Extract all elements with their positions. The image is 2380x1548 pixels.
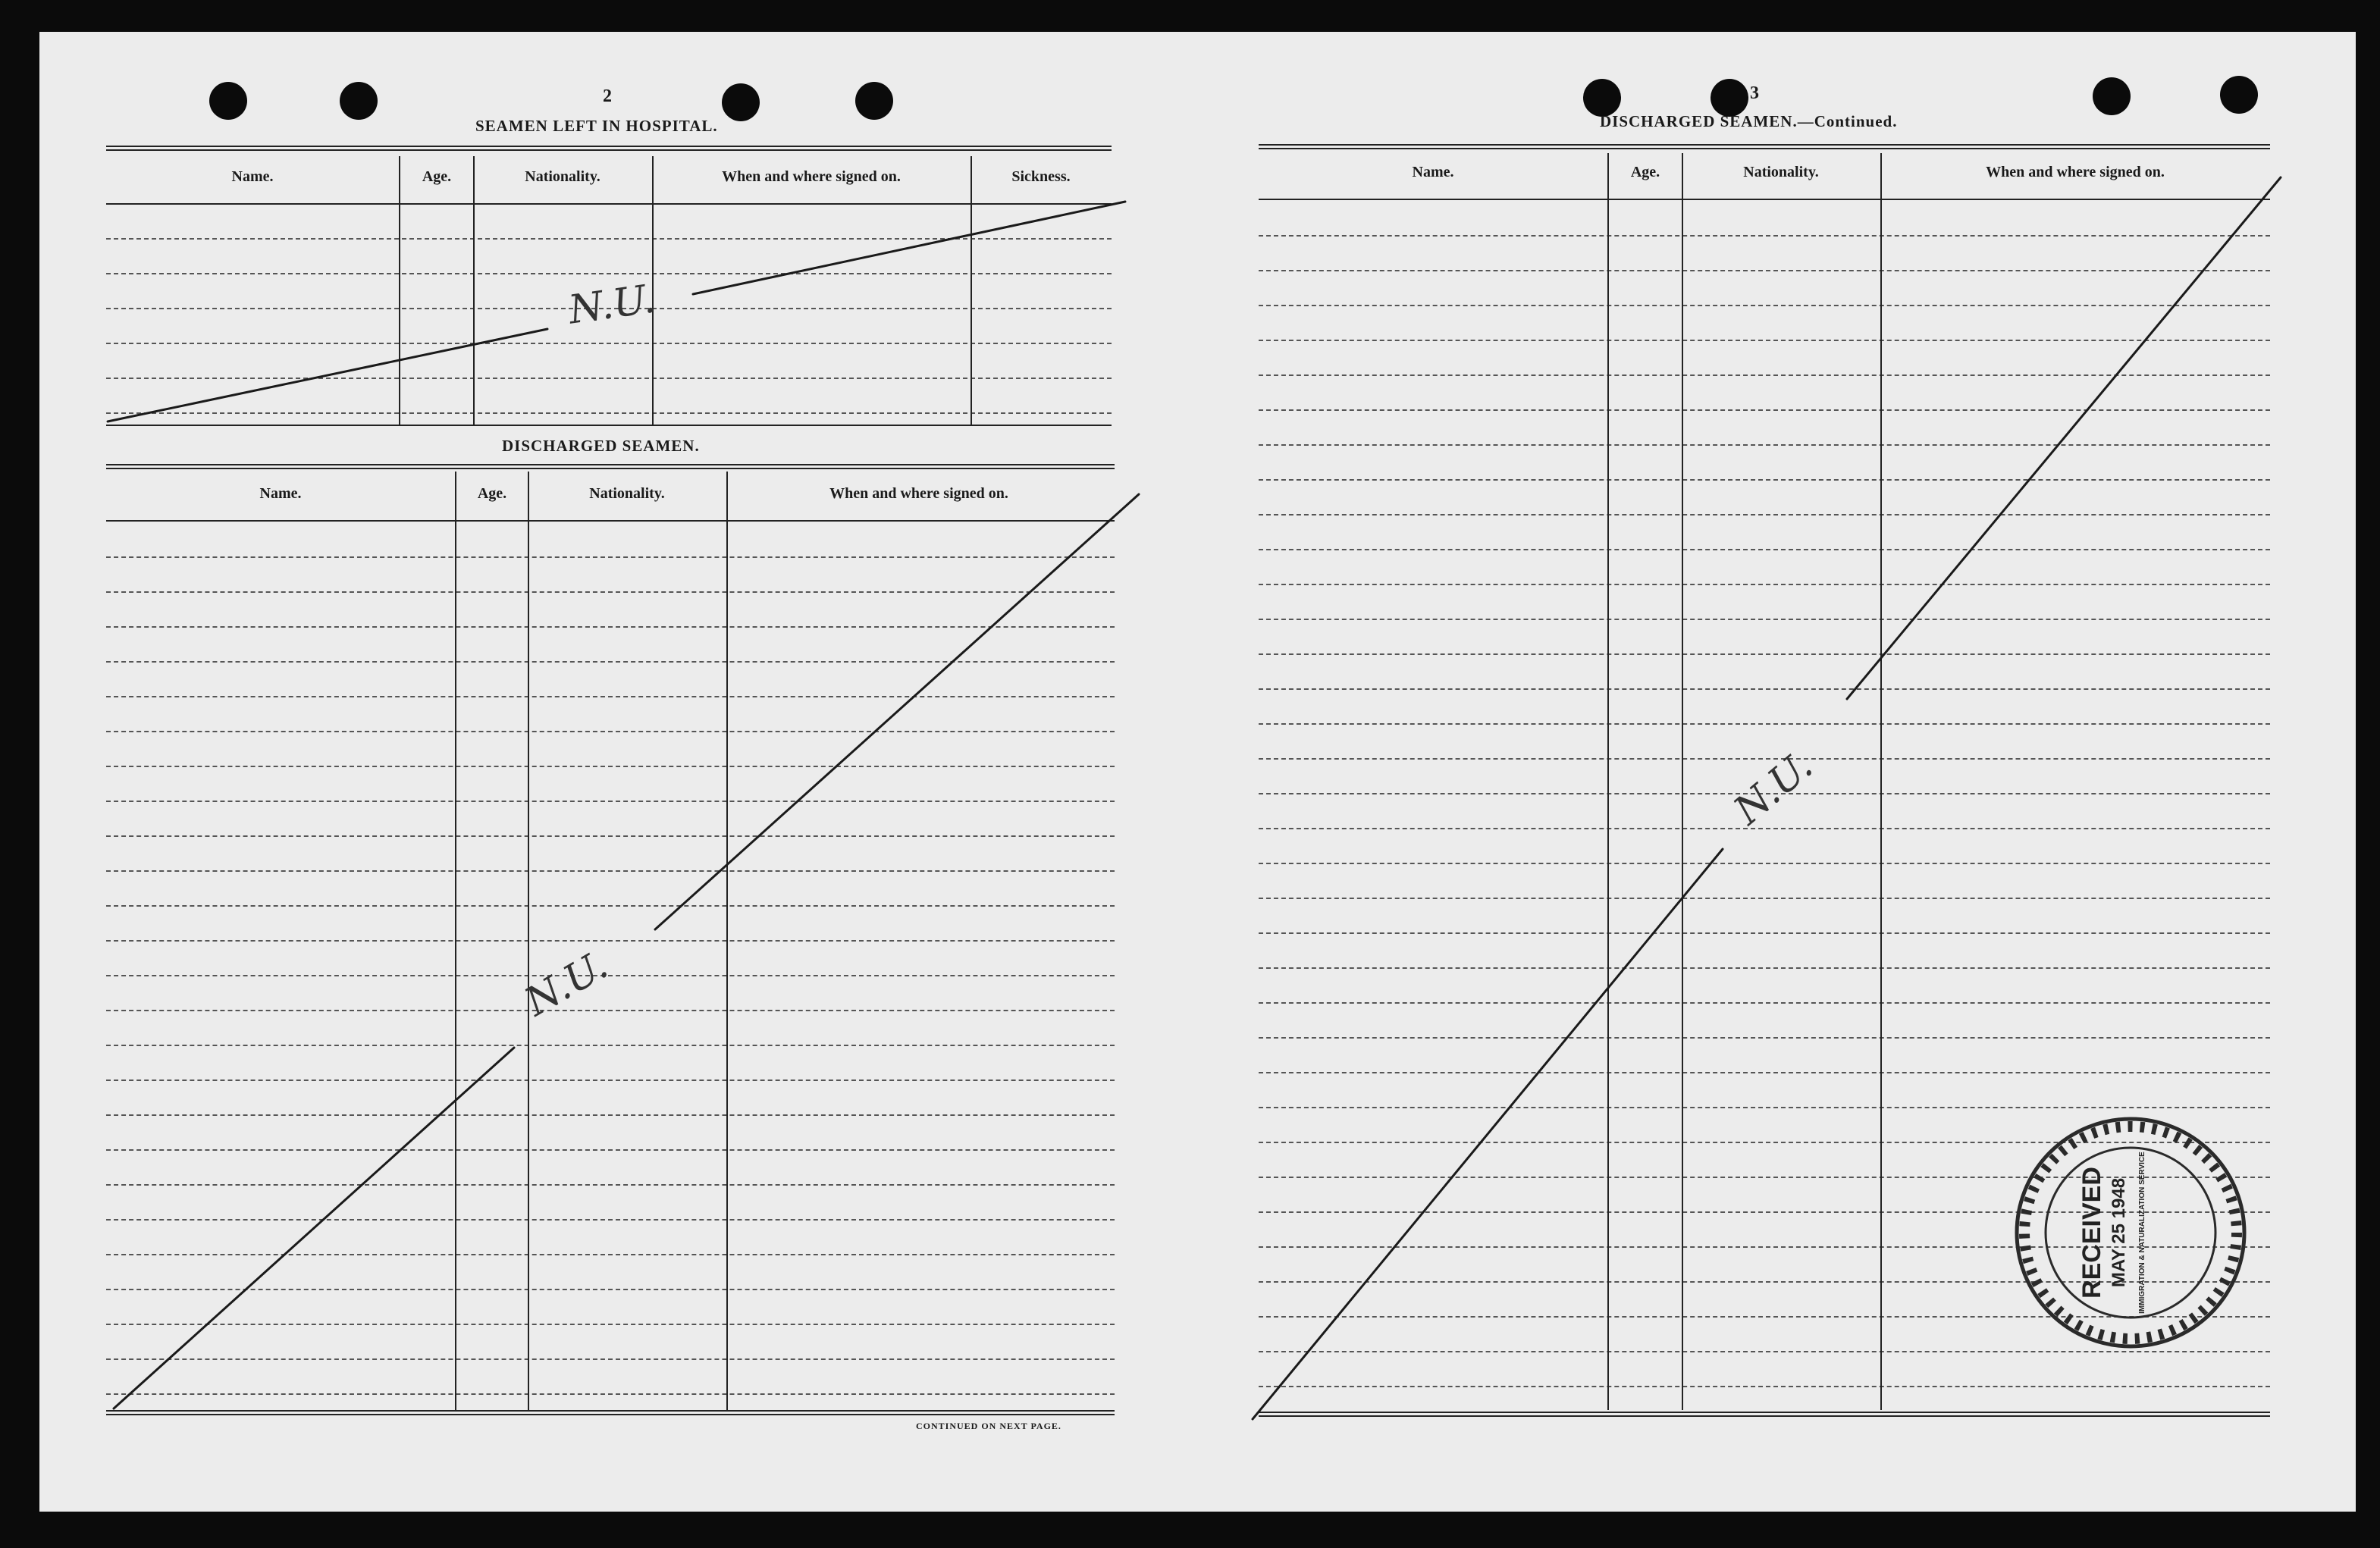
blank-entry-row [106, 1358, 1115, 1360]
column-divider [473, 156, 475, 426]
blank-entry-row [1259, 863, 2270, 864]
blank-entry-row [106, 1184, 1115, 1186]
blank-entry-row [106, 1254, 1115, 1255]
blank-entry-row [1259, 479, 2270, 481]
blank-entry-row [106, 591, 1115, 593]
blank-entry-row [1259, 1002, 2270, 1004]
punch-hole [2093, 77, 2131, 115]
section-title-hospital: SEAMEN LEFT IN HOSPITAL. [475, 117, 718, 135]
punch-hole [1583, 79, 1621, 117]
punch-hole [855, 82, 893, 120]
column-divider [726, 472, 728, 1412]
blank-entry-row [1259, 409, 2270, 411]
punch-hole [2220, 76, 2258, 114]
section-title-discharged: DISCHARGED SEAMEN. [502, 437, 700, 455]
rule [106, 464, 1115, 469]
section-title-discharged-continued: DISCHARGED SEAMEN.—Continued. [1600, 112, 1898, 130]
blank-entry-row [106, 412, 1112, 414]
blank-entry-row [1259, 444, 2270, 446]
blank-entry-row [1259, 549, 2270, 550]
blank-entry-row [1259, 584, 2270, 585]
blank-entry-row [1259, 688, 2270, 690]
blank-entry-row [1259, 235, 2270, 237]
blank-entry-row [106, 273, 1112, 274]
blank-entry-row [106, 1289, 1115, 1290]
punch-hole [340, 82, 378, 120]
blank-entry-row [106, 556, 1115, 558]
blank-entry-row [1259, 1072, 2270, 1073]
punch-hole [722, 83, 760, 121]
blank-entry-row [1259, 619, 2270, 620]
column-divider [455, 472, 456, 1412]
rule [1259, 144, 2270, 149]
page-number: 2 [603, 86, 612, 106]
page-number: 3 [1750, 83, 1759, 103]
column-header-age: Age. [422, 168, 452, 185]
blank-entry-row [1259, 828, 2270, 829]
column-header-age: Age. [477, 485, 507, 502]
column-divider [528, 472, 529, 1412]
column-header-signed-on: When and where signed on. [722, 168, 901, 185]
stamp-text: RECEIVED [2077, 1167, 2106, 1299]
blank-entry-row [106, 1010, 1115, 1011]
column-divider [1682, 153, 1683, 1410]
blank-entry-row [106, 1080, 1115, 1081]
blank-entry-row [106, 626, 1115, 628]
rule [106, 520, 1115, 522]
blank-entry-row [106, 378, 1112, 379]
stamp-seal-icon [2009, 1113, 2252, 1352]
handwritten-nil-mark: N.U. [517, 942, 616, 1026]
blank-entry-row [1259, 653, 2270, 655]
handwritten-nil-mark: N.U. [1726, 743, 1822, 834]
blank-entry-row [1259, 1386, 2270, 1387]
rule [106, 1410, 1115, 1415]
blank-entry-row [1259, 374, 2270, 376]
blank-entry-row [106, 731, 1115, 732]
blank-entry-row [1259, 1107, 2270, 1108]
blank-entry-row [1259, 514, 2270, 515]
rule [106, 146, 1112, 151]
column-divider [971, 156, 972, 426]
rule [1259, 199, 2270, 200]
blank-entry-row [1259, 270, 2270, 271]
blank-entry-row [106, 766, 1115, 767]
rule [1259, 1412, 2270, 1417]
column-header-age: Age. [1630, 164, 1660, 180]
handwritten-nil-mark: N.U. [566, 276, 658, 334]
blank-entry-row [1259, 723, 2270, 725]
blank-entry-row [106, 1219, 1115, 1221]
blank-entry-row [1259, 1037, 2270, 1039]
blank-entry-row [106, 1393, 1115, 1395]
blank-entry-row [106, 905, 1115, 907]
received-stamp [2009, 1113, 2252, 1352]
rule [106, 203, 1112, 205]
blank-entry-row [1259, 898, 2270, 899]
column-header-name: Name. [1412, 164, 1454, 180]
blank-entry-row [106, 1045, 1115, 1046]
column-header-sickness: Sickness. [1011, 168, 1071, 185]
blank-entry-row [1259, 967, 2270, 969]
blank-entry-row [106, 661, 1115, 663]
blank-entry-row [106, 1149, 1115, 1151]
rule [106, 425, 1112, 426]
column-header-signed-on: When and where signed on. [829, 485, 1008, 502]
blank-entry-row [1259, 758, 2270, 760]
continued-footer: CONTINUED ON NEXT PAGE. [916, 1421, 1061, 1431]
column-header-name: Name. [259, 485, 302, 502]
blank-entry-row [1259, 340, 2270, 341]
column-divider [1607, 153, 1609, 1410]
blank-entry-row [106, 238, 1112, 240]
column-header-nationality: Nationality. [589, 485, 665, 502]
column-divider [1880, 153, 1882, 1410]
blank-entry-row [106, 801, 1115, 802]
blank-entry-row [106, 343, 1112, 344]
blank-entry-row [106, 870, 1115, 872]
blank-entry-row [106, 696, 1115, 697]
blank-entry-row [106, 1324, 1115, 1325]
blank-entry-row [1259, 932, 2270, 934]
punch-hole [1711, 79, 1748, 117]
stamp-text: IMMIGRATION & NATURALIZATION SERVICE [2138, 1152, 2146, 1314]
column-header-nationality: Nationality. [1743, 164, 1819, 180]
column-header-name: Name. [231, 168, 274, 185]
blank-entry-row [106, 1114, 1115, 1116]
blank-entry-row [106, 940, 1115, 942]
stamp-text: MAY 25 1948 [2109, 1177, 2129, 1288]
blank-entry-row [1259, 305, 2270, 306]
blank-entry-row [106, 835, 1115, 837]
punch-hole [209, 82, 247, 120]
column-header-signed-on: When and where signed on. [1986, 164, 2165, 180]
column-divider [399, 156, 400, 426]
column-header-nationality: Nationality. [525, 168, 600, 185]
